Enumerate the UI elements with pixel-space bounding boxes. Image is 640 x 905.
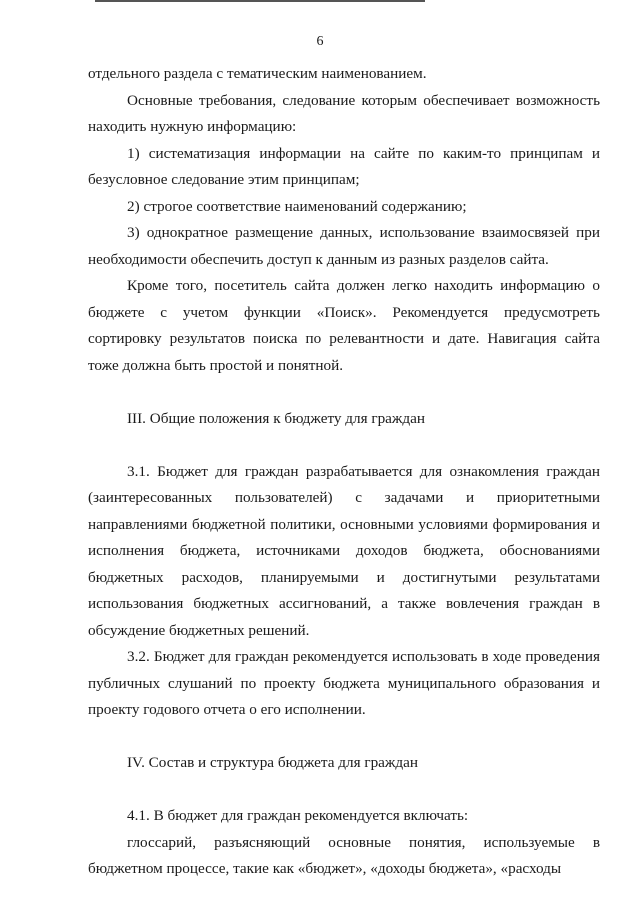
paragraph-continuation: отдельного раздела с тематическим наименованием. — [88, 65, 427, 82]
spacer — [88, 379, 600, 406]
spacer — [88, 724, 600, 751]
paragraph-3-2: 3.2. Бюджет для граждан рекомендуется использовать в ходе проведения публичных слушаний по проекту бюджета муниципального образования и проекту годового отчета о его исполнении. — [88, 648, 600, 718]
spacer — [88, 777, 600, 804]
section-heading-4: IV. Состав и структура бюджета для граждан — [127, 754, 419, 771]
list-item-2: 2) строгое соответствие наименований содержанию; — [127, 197, 467, 215]
page-body — [88, 61, 600, 883]
spacer — [88, 432, 600, 459]
list-item-1: 1) систематизация информации на сайте по каким-то принципам и безусловное следование этим принципам; — [88, 144, 600, 188]
paragraph-search: Кроме того, посетитель сайта должен легко находить информацию о бюджете с учетом функции «Поиск». Рекомендуется предусмотреть сортировку результатов поиска по релевантности и дате. Навигация сайта тоже должна быть простой и понятной. — [88, 277, 600, 374]
page-number: 6 — [316, 34, 324, 49]
paragraph-3-1: 3.1. Бюджет для граждан разрабатывается для ознакомления граждан (заинтересованных пользователей) с задачами и приоритетными направлениями бюджетной политики, основными условиями формирования и исполнения бюджета, источниками доходов бюджета, обоснованиями бюджетных расходов, планируемыми и достигнутыми результатами использования бюджетных ассигнований, а также вовлечения граждан в обсуждение бюджетных решений. — [88, 462, 600, 639]
paragraph-4-1: 4.1. В бюджет для граждан рекомендуется включать: — [127, 807, 469, 824]
top-rule — [95, 0, 425, 2]
section-heading-3: III. Общие положения к бюджету для граждан — [127, 409, 426, 427]
paragraph-glossary: глоссарий, разъясняющий основные понятия, используемые в бюджетном процессе, такие как «бюджет», «доходы бюджета», «расходы — [88, 833, 600, 877]
paragraph-requirements-intro: Основные требования, следование которым обеспечивает возможность находить нужную информацию: — [88, 91, 600, 135]
list-item-3: 3) однократное размещение данных, использование взаимосвязей при необходимости обеспечить доступ к данным из разных разделов сайта. — [88, 224, 600, 268]
